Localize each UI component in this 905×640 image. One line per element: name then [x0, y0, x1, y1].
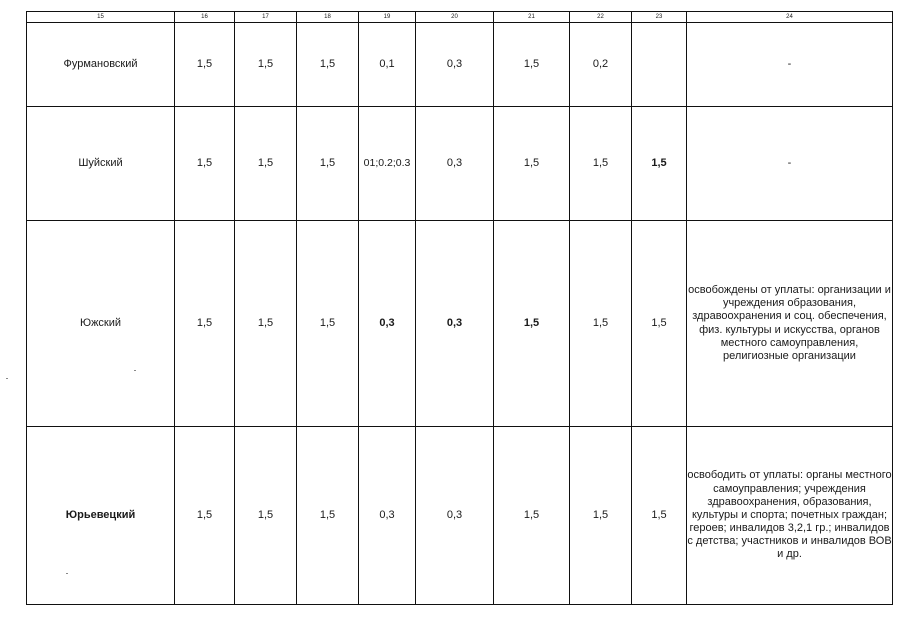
exemption-note: [687, 221, 893, 427]
column-number: 24: [687, 12, 893, 23]
column-number: 20: [416, 12, 494, 23]
rate-cell: 1,5: [494, 107, 570, 221]
rate-cell: 1,5: [235, 221, 297, 427]
column-number: 21: [494, 12, 570, 23]
rate-cell: 01;0.2;0.3: [359, 107, 416, 221]
rate-cell: 1,5: [632, 221, 687, 427]
district-name: Фурмановский: [27, 23, 175, 107]
table-row: [27, 221, 893, 427]
rate-cell: 0,2: [570, 23, 632, 107]
rate-cell: 1,5: [494, 221, 570, 427]
rate-cell: 1,5: [175, 107, 235, 221]
district-name: Южский: [27, 221, 175, 427]
column-number: 17: [235, 12, 297, 23]
rate-cell: 0,3: [416, 107, 494, 221]
rate-cell: 1,5: [632, 427, 687, 605]
column-number-row: [27, 12, 893, 23]
rate-cell: 1,5: [175, 23, 235, 107]
exemption-note: -: [687, 107, 893, 221]
rate-cell: 1,5: [297, 107, 359, 221]
exemption-note-text: освобождены от уплаты: организации и учреждения образования, здравоохранения и соц. обеспечения, физ. культуры и искусства, органов местного самоуправления, религиозные организации: [688, 283, 891, 362]
column-number: 23: [632, 12, 687, 23]
table-row: [27, 427, 893, 605]
rate-cell: 1,5: [494, 427, 570, 605]
scan-speck: [6, 378, 8, 379]
column-number: 18: [297, 12, 359, 23]
table-row: [27, 107, 893, 221]
district-name: Шуйский: [27, 107, 175, 221]
rate-cell: [632, 23, 687, 107]
column-number: 16: [175, 12, 235, 23]
district-name: Юрьевецкий: [27, 427, 175, 605]
rate-cell: 0,3: [359, 221, 416, 427]
table-row: [27, 23, 893, 107]
scan-speck: [134, 370, 136, 371]
column-number: 15: [27, 12, 175, 23]
rate-cell: 1,5: [570, 107, 632, 221]
column-number: 22: [570, 12, 632, 23]
rate-cell: 1,5: [175, 427, 235, 605]
exemption-note-text: освободить от уплаты: органы местного самоуправления; учреждения здравоохранения, образования, культуры и спорта; почетных граждан; героев; инвалидов 3,2,1 гр.; инвалидов с детства; участников и инвалидов ВОВ и др.: [687, 469, 892, 561]
rate-cell: 1,5: [297, 221, 359, 427]
rate-cell: 1,5: [175, 221, 235, 427]
exemption-note: -: [687, 23, 893, 107]
rate-cell: 1,5: [570, 427, 632, 605]
rate-cell: 1,5: [235, 427, 297, 605]
rate-cell: 1,5: [632, 107, 687, 221]
rate-cell: 1,5: [297, 23, 359, 107]
rate-cell: 1,5: [570, 221, 632, 427]
rate-cell: 0,3: [359, 427, 416, 605]
rate-cell: 1,5: [297, 427, 359, 605]
rate-cell: 1,5: [494, 23, 570, 107]
scan-speck: [66, 573, 68, 574]
rate-cell: 0,1: [359, 23, 416, 107]
rate-cell: 1,5: [235, 23, 297, 107]
tax-rates-table: [26, 11, 893, 605]
rate-cell: 1,5: [235, 107, 297, 221]
rate-cell: 0,3: [416, 23, 494, 107]
rate-cell: 0,3: [416, 427, 494, 605]
column-number: 19: [359, 12, 416, 23]
exemption-note: [687, 427, 893, 605]
rate-cell: 0,3: [416, 221, 494, 427]
